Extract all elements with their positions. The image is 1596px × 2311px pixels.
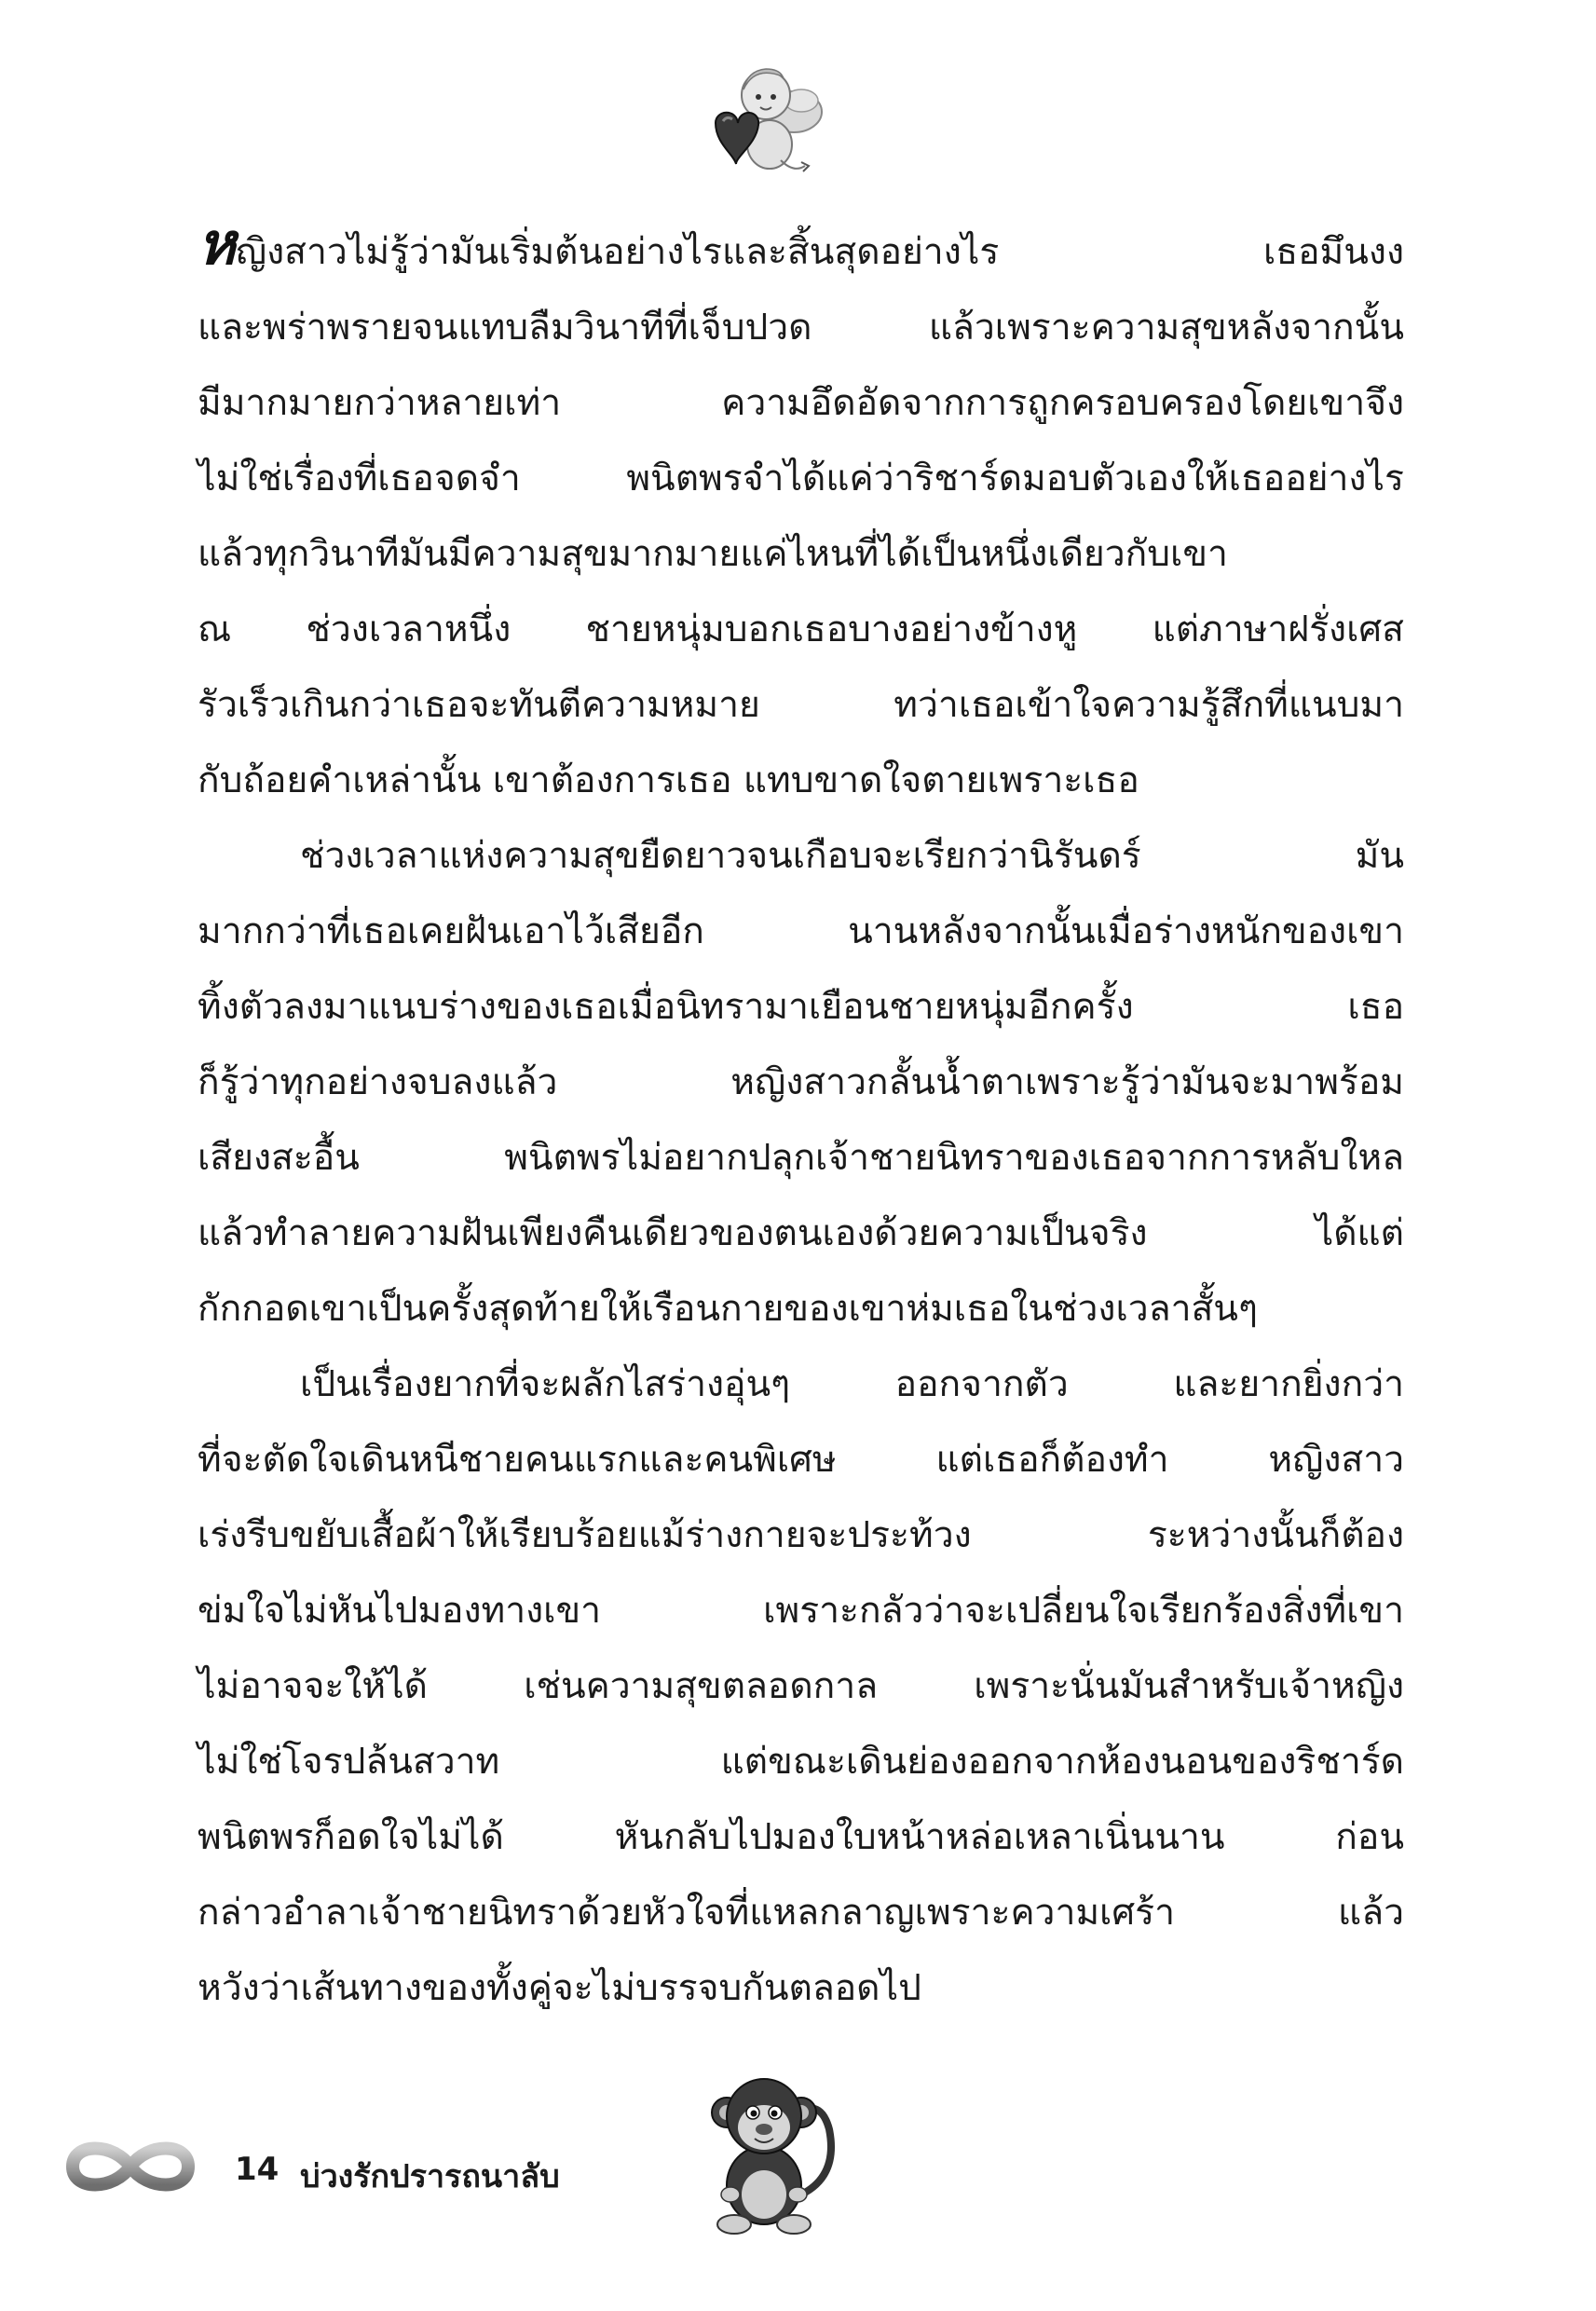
drop-cap: ห [198,210,236,278]
text-line: ไม่ใช่เรื่องที่เธอจดจำ พนิตพรจำได้แค่ว่าริชาร์ดมอบตัวเองให้เธออย่างไร [198,458,1404,499]
cherub-with-heart-icon [689,56,829,186]
text-line: หญิงสาวไม่รู้ว่ามันเริ่มต้นอย่างไรและสิ้นสุดอย่างไร เธอมึนงง [198,210,1404,278]
text-line: รัวเร็วเกินกว่าเธอจะทันตีความหมาย ทว่าเธอเข้าใจความรู้สึกที่แนบมา [198,684,1404,726]
book-title: บ่วงรักปรารถนาลับ [300,2158,560,2195]
text-line: ไม่ใช่โจรปล้นสวาท แต่ขณะเดินย่องออกจากห้องนอนของริชาร์ด [198,1741,1404,1783]
text-line: ข่มใจไม่หันไปมองทางเขา เพราะกลัวว่าจะเปลี่ยนใจเรียกร้องสิ่งที่เขา [198,1590,1404,1632]
infinity-logo-icon [56,2129,205,2204]
text-line: แล้วทุกวินาทีมันมีความสุขมากมายแค่ไหนที่ได้เป็นหนึ่งเดียวกับเขา [198,533,1228,575]
text-line: ที่จะตัดใจเดินหนีชายคนแรกและคนพิเศษ แต่เธอก็ต้องทำ หญิงสาว [198,1439,1404,1481]
text-line: เป็นเรื่องยากที่จะผลักไสร่างอุ่นๆ ออกจากตัว และยากยิ่งกว่า [300,1363,1404,1405]
text-line: ก็รู้ว่าทุกอย่างจบลงแล้ว หญิงสาวกลั้นน้ำตาเพราะรู้ว่ามันจะมาพร้อม [198,1061,1404,1103]
text-line: หวังว่าเส้นทางของทั้งคู่จะไม่บรรจบกันตลอดไป [198,1967,921,2009]
text-line: กล่าวอำลาเจ้าชายนิทราด้วยหัวใจที่แหลกลาญเพราะความเศร้า แล้ว [198,1892,1404,1934]
monkey-icon [689,2055,848,2241]
text-line: ไม่อาจจะให้ได้ เช่นความสุขตลอดกาล เพราะนั่นมันสำหรับเจ้าหญิง [198,1665,1404,1707]
text-line: เร่งรีบขยับเสื้อผ้าให้เรียบร้อยแม้ร่างกายจะประท้วง ระหว่างนั้นก็ต้อง [198,1514,1404,1556]
text-line: ทิ้งตัวลงมาแนบร่างของเธอเมื่อนิทรามาเยือนชายหนุ่มอีกครั้ง เธอ [198,986,1404,1028]
text-line: มีมากมายกว่าหลายเท่า ความอึดอัดจากการถูกครอบครองโดยเขาจึง [198,382,1404,424]
text-line: ณ ช่วงเวลาหนึ่ง ชายหนุ่มบอกเธอบางอย่างข้างหู แต่ภาษาฝรั่งเศส [198,609,1404,650]
page-number: 14 [235,2151,280,2188]
text-line: เสียงสะอื้น พนิตพรไม่อยากปลุกเจ้าชายนิทราของเธอจากการหลับใหล [198,1137,1404,1179]
text-line: มากกว่าที่เธอเคยฝันเอาไว้เสียอีก นานหลังจากนั้นเมื่อร่างหนักของเขา [198,910,1404,952]
text-line: แล้วทำลายความฝันเพียงคืนเดียวของตนเองด้วยความเป็นจริง ได้แต่ [198,1212,1404,1254]
text-line: ช่วงเวลาแห่งความสุขยืดยาวจนเกือบจะเรียกว่านิรันดร์ มัน [300,835,1404,877]
text-line: พนิตพรก็อดใจไม่ได้ หันกลับไปมองใบหน้าหล่อเหลาเนิ่นนาน ก่อน [198,1816,1404,1858]
chapter-text [198,210,1404,2026]
text-line: กักกอดเขาเป็นครั้งสุดท้ายให้เรือนกายของเขาห่มเธอในช่วงเวลาสั้นๆ [198,1288,1258,1330]
text-line: กับถ้อยคำเหล่านั้น เขาต้องการเธอ แทบขาดใจตายเพราะเธอ [198,759,1139,801]
text-line: และพร่าพรายจนแทบลืมวินาทีที่เจ็บปวด แล้วเพราะความสุขหลังจากนั้น [198,307,1404,349]
